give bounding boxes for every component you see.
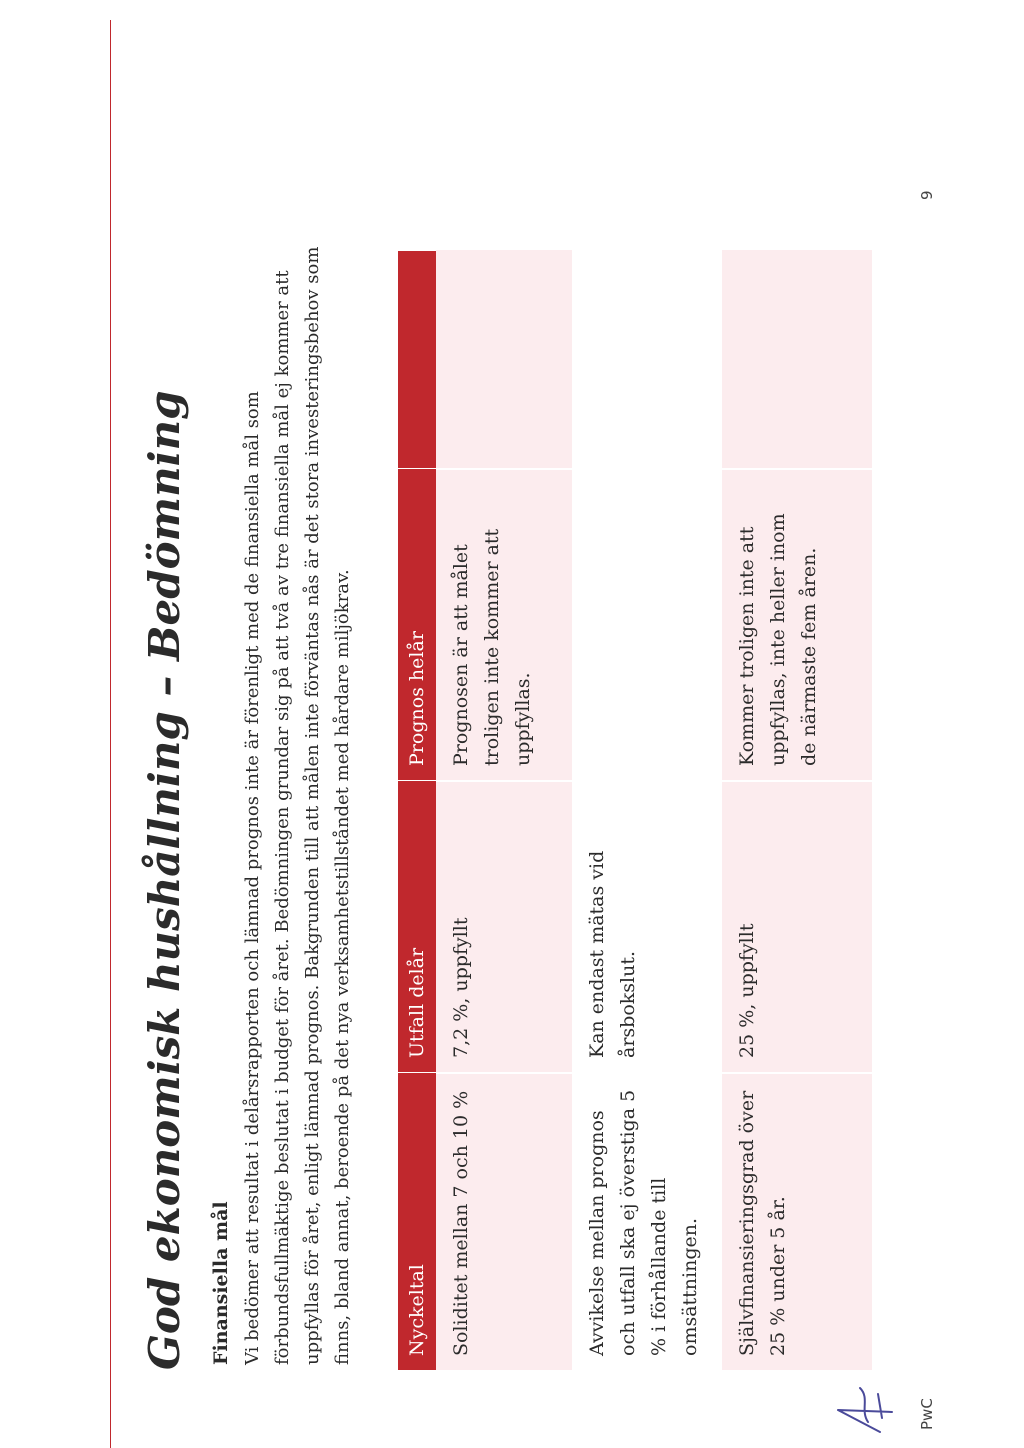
table-cell: Kommer troligen inte att uppfyllas, inte heller inom de närmaste fem åren. <box>722 468 872 780</box>
table-cell: Kan endast mätas vid årsbokslut. <box>572 780 722 1072</box>
page-number: 9 <box>918 190 936 200</box>
section-heading: Finansiella mål <box>210 1201 232 1365</box>
table-cell: Prognosen är att målet troligen inte kommer att uppfyllas. <box>436 468 572 780</box>
key-figures-table <box>398 250 872 1370</box>
rotated-page <box>110 170 1010 1448</box>
top-rule <box>110 20 111 1448</box>
table-cell: Självfinansieringsgrad över 25 % under 5 år. <box>722 1072 872 1370</box>
table-header-nyckeltal: Nyckeltal <box>398 1072 436 1370</box>
table-header-utfall: Utfall delår <box>398 780 436 1072</box>
table-cell <box>572 250 722 468</box>
body-paragraph: Vi bedömer att resultat i delårsrapporten och lämnad prognos inte är förenligt med de finansiella mål som förbundsfullmäktige beslutat i budget för året. Bedömningen grundar sig på att två av tre finansiella mål ej kommer att uppfyllas för året, enligt lämnad prognos. Bakgrunden till att målen inte förväntas nås är det stora investeringsbehov som finns, bland annat, beroende på det nya verksamhetstillståndet med hårdare miljökrav. <box>242 246 353 1365</box>
table-cell: Avvikelse mellan prognos och utfall ska ej överstiga 5 % i förhållande till omsättningen. <box>572 1072 722 1370</box>
signature-mark <box>830 1380 900 1440</box>
page-title: God ekonomisk hushållning – Bedömning <box>140 390 189 1370</box>
table-header-blank <box>398 250 436 468</box>
table-cell <box>572 468 722 780</box>
table-cell: 25 %, uppfyllt <box>722 780 872 1072</box>
table-header-prognos: Prognos helår <box>398 468 436 780</box>
table-cell <box>436 250 572 468</box>
table-cell <box>722 250 872 468</box>
footer-brand: PwC <box>918 1398 936 1430</box>
table-cell: Soliditet mellan 7 och 10 % <box>436 1072 572 1370</box>
table-cell: 7,2 %, uppfyllt <box>436 780 572 1072</box>
